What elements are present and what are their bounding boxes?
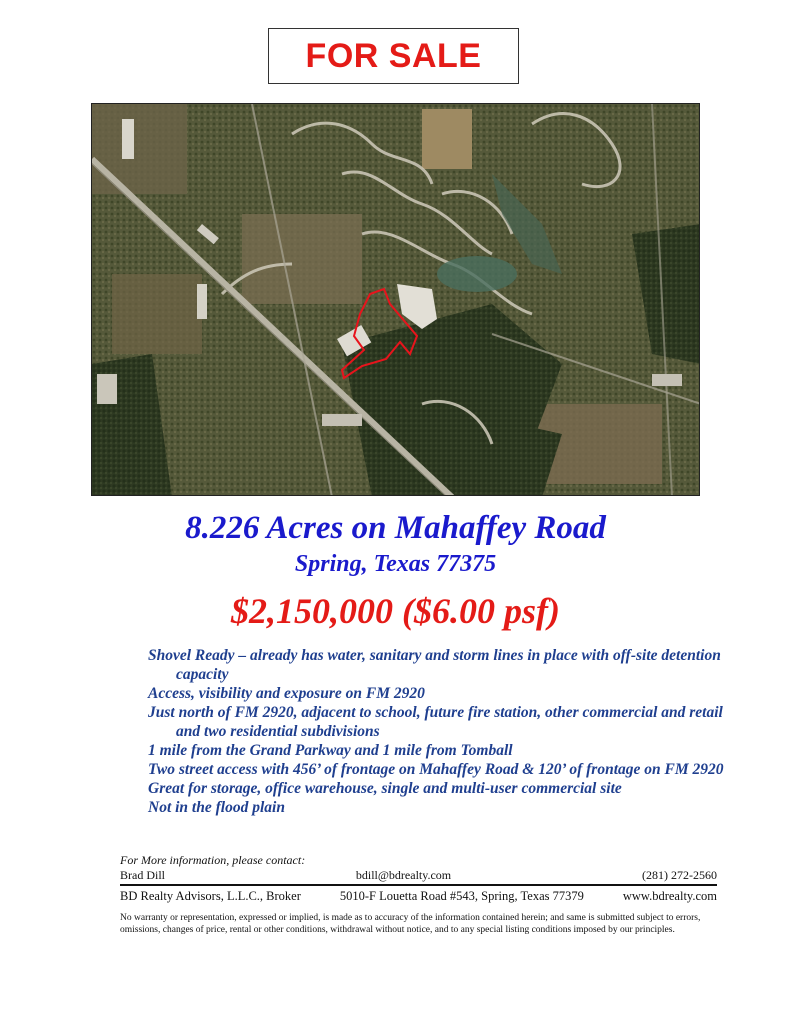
for-sale-text: FOR SALE <box>305 36 482 75</box>
contact-email[interactable]: bdill@bdrealty.com <box>355 868 452 882</box>
contact-intro: For More information, please contact: <box>120 853 306 867</box>
disclaimer-text: No warranty or representation, expressed or implied, is made as to accuracy of the information contained herein; and same is submitted subject to errors, omissions, changes of price, rental or other conditions, withdrawal without notice, and to any special listing conditions imposed by our principles. <box>120 913 701 935</box>
feature-item: Not in the flood plain <box>148 799 285 816</box>
company-address: 5010-F Louetta Road #543, Spring, Texas 77379 <box>339 889 584 903</box>
for-sale-banner <box>268 28 519 84</box>
listing-location: Spring, Texas 77375 <box>294 551 497 577</box>
aerial-map-icon <box>92 104 700 496</box>
contact-phone[interactable]: (281) 272-2560 <box>642 868 717 882</box>
listing-title: 8.226 Acres on Mahaffey Road <box>185 510 606 546</box>
feature-item: Two street access with 456’ of frontage on Mahaffey Road & 120’ of frontage on FM 2920 <box>148 761 724 778</box>
feature-item: Great for storage, office warehouse, single and multi-user commercial site <box>148 780 622 797</box>
feature-item: Shovel Ready – already has water, sanitary and storm lines in place with off-site detention capacity <box>148 647 721 683</box>
company-website[interactable]: www.bdrealty.com <box>622 889 717 903</box>
contact-name: Brad Dill <box>120 868 165 882</box>
listing-price: $2,150,000 ($6.00 psf) <box>231 591 560 631</box>
feature-item: Access, visibility and exposure on FM 2920 <box>148 685 425 702</box>
features-list <box>148 646 728 817</box>
contact-row-primary <box>120 868 717 886</box>
company-name: BD Realty Advisors, L.L.C., Broker <box>120 889 301 903</box>
feature-item: Just north of FM 2920, adjacent to school, future fire station, other commercial and retail and two residential subdivisions <box>148 704 723 740</box>
feature-item: 1 mile from the Grand Parkway and 1 mile from Tomball <box>148 742 513 759</box>
aerial-photo <box>91 103 700 496</box>
contact-block <box>120 853 717 904</box>
contact-row-company <box>120 886 717 904</box>
